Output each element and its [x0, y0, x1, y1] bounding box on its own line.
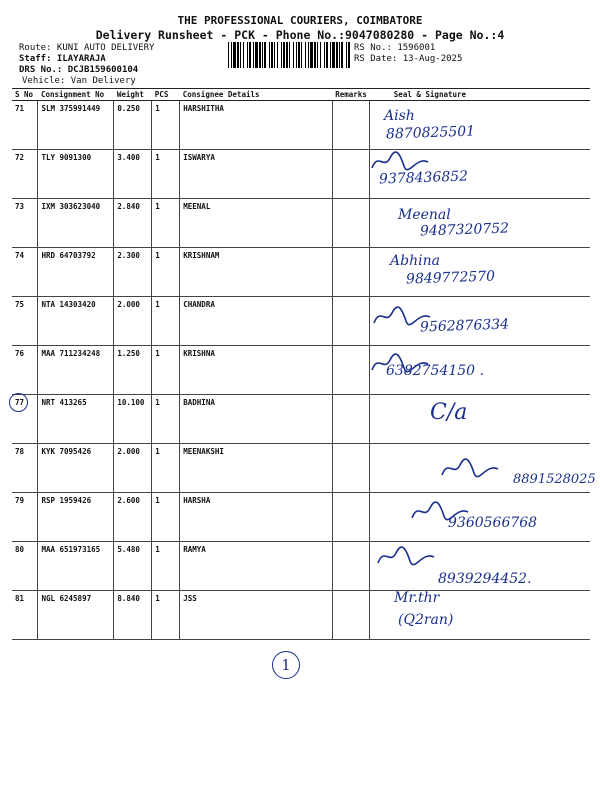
table-row — [12, 101, 590, 150]
handwritten-phone: 9562876334 — [419, 316, 510, 336]
row-consignment: TLY 9091300 — [38, 150, 114, 199]
handwritten-signature: Aish — [384, 108, 415, 124]
row-pcs: 1 — [152, 542, 180, 591]
row-remarks — [332, 542, 370, 591]
handwritten-phone: 6382754150 . — [386, 363, 484, 379]
row-pcs: 1 — [152, 199, 180, 248]
row-remarks — [332, 101, 370, 150]
row-weight: 0.250 — [114, 101, 152, 150]
row-sno: 74 — [12, 248, 38, 297]
handwritten-phone: 8870825501 — [385, 123, 476, 143]
table-row — [12, 346, 590, 395]
handwritten-signature: Abhina — [390, 253, 440, 269]
circled-row-mark — [9, 393, 28, 412]
row-consignment: KYK 7095426 — [38, 444, 114, 493]
barcode-image — [228, 42, 350, 68]
row-sno: 78 — [12, 444, 38, 493]
row-weight: 1.250 — [114, 346, 152, 395]
row-consignment: MAA 651973165 — [38, 542, 114, 591]
row-consignment: NGL 6245897 — [38, 591, 114, 640]
row-consignment: RSP 1959426 — [38, 493, 114, 542]
row-consignment: SLM 375991449 — [38, 101, 114, 150]
header-pcs: PCS — [152, 89, 180, 101]
row-weight: 2.000 — [114, 297, 152, 346]
row-consignee: MEENAKSHI — [180, 444, 332, 493]
vehicle-text: Vehicle: Van Delivery — [22, 76, 136, 86]
row-pcs: 1 — [152, 150, 180, 199]
handwritten-phone: 8939294452. — [438, 571, 532, 587]
row-consignee: MEENAL — [180, 199, 332, 248]
row-consignment: IXM 303623040 — [38, 199, 114, 248]
handwritten-phone: 9360566768 — [448, 515, 538, 531]
row-sno: 80 — [12, 542, 38, 591]
row-remarks — [332, 346, 370, 395]
row-pcs: 1 — [152, 248, 180, 297]
row-remarks — [332, 395, 370, 444]
row-weight: 2.840 — [114, 199, 152, 248]
row-weight: 10.100 — [114, 395, 152, 444]
row-remarks — [332, 248, 370, 297]
row-signature-cell — [370, 395, 590, 444]
row-pcs: 1 — [152, 346, 180, 395]
row-sno: 71 — [12, 101, 38, 150]
row-remarks — [332, 297, 370, 346]
handwritten-signature — [370, 150, 430, 172]
rs-no-text: RS No.: 1596001 — [354, 43, 436, 53]
row-consignee: RAMYA — [180, 542, 332, 591]
runsheet-subtitle: Delivery Runsheet - PCK - Phone No.:9047080280 - Page No.:4 — [95, 28, 505, 42]
row-pcs: 1 — [152, 297, 180, 346]
row-remarks — [332, 150, 370, 199]
table-row — [12, 248, 590, 297]
row-consignee: BADHINA — [180, 395, 332, 444]
row-sno: 77 — [12, 395, 38, 444]
handwritten-phone: 9487320752 — [419, 220, 510, 240]
row-remarks — [332, 493, 370, 542]
drs-text: DRS No.: DCJB159600104 — [19, 65, 139, 75]
handwritten-signature — [440, 457, 500, 479]
handwritten-phone: 8891528025 — [513, 472, 596, 487]
handwritten-signature: Mr.thr — [394, 590, 440, 606]
handwritten-signature: C/a — [430, 400, 468, 425]
rs-date-text: RS Date: 13-Aug-2025 — [354, 54, 463, 64]
row-consignee: KRISHNAM — [180, 248, 332, 297]
header-consignment: Consignment No — [38, 89, 114, 101]
row-sno: 81 — [12, 591, 38, 640]
row-weight: 2.600 — [114, 493, 152, 542]
table-row — [12, 444, 590, 493]
table-row — [12, 591, 590, 640]
row-pcs: 1 — [152, 493, 180, 542]
company-title: THE PROFESSIONAL COURIERS, COIMBATORE — [177, 14, 423, 27]
row-consignee: CHANDRA — [180, 297, 332, 346]
row-remarks — [332, 444, 370, 493]
row-consignment: NRT 413265 — [38, 395, 114, 444]
row-pcs: 1 — [152, 591, 180, 640]
row-consignee: HARSHITHA — [180, 101, 332, 150]
route-text: Route: KUNI AUTO DELIVERY — [19, 43, 155, 53]
header-signature: Seal & Signature — [370, 89, 590, 101]
row-pcs: 1 — [152, 101, 180, 150]
staff-text: Staff: ILAYARAJA — [19, 54, 106, 64]
row-sno: 76 — [12, 346, 38, 395]
row-sno: 75 — [12, 297, 38, 346]
row-remarks — [332, 199, 370, 248]
table-header-row — [12, 89, 590, 101]
runsheet-table — [12, 88, 590, 640]
row-sno: 72 — [12, 150, 38, 199]
handwritten-phone: 9849772570 — [405, 268, 496, 288]
row-consignee: KRISHNA — [180, 346, 332, 395]
circled-page-number: 1 — [272, 651, 300, 679]
meta-left — [19, 43, 154, 87]
row-consignee: ISWARYA — [180, 150, 332, 199]
row-consignment: HRD 64703792 — [38, 248, 114, 297]
row-sno: 73 — [12, 199, 38, 248]
handwritten-phone: (Q2ran) — [398, 612, 454, 628]
row-weight: 2.000 — [114, 444, 152, 493]
handwritten-signature — [376, 545, 436, 567]
table-body — [12, 101, 590, 640]
row-weight: 8.840 — [114, 591, 152, 640]
header-consignee: Consignee Details — [180, 89, 332, 101]
row-consignment: MAA 711234248 — [38, 346, 114, 395]
meta-right — [354, 43, 462, 65]
row-consignment: NTA 14303420 — [38, 297, 114, 346]
row-weight: 3.400 — [114, 150, 152, 199]
handwritten-phone: 9378436852 — [378, 168, 469, 188]
row-sno: 79 — [12, 493, 38, 542]
table-row — [12, 395, 590, 444]
header-remarks: Remarks — [332, 89, 370, 101]
table-row — [12, 150, 590, 199]
row-pcs: 1 — [152, 395, 180, 444]
row-consignee: HARSHA — [180, 493, 332, 542]
row-weight: 5.480 — [114, 542, 152, 591]
header-sno: S No — [12, 89, 38, 101]
header-weight: Weight — [114, 89, 152, 101]
handwritten-signature: Meenal — [398, 207, 451, 223]
row-weight: 2.300 — [114, 248, 152, 297]
row-remarks — [332, 591, 370, 640]
row-consignee: JSS — [180, 591, 332, 640]
row-pcs: 1 — [152, 444, 180, 493]
